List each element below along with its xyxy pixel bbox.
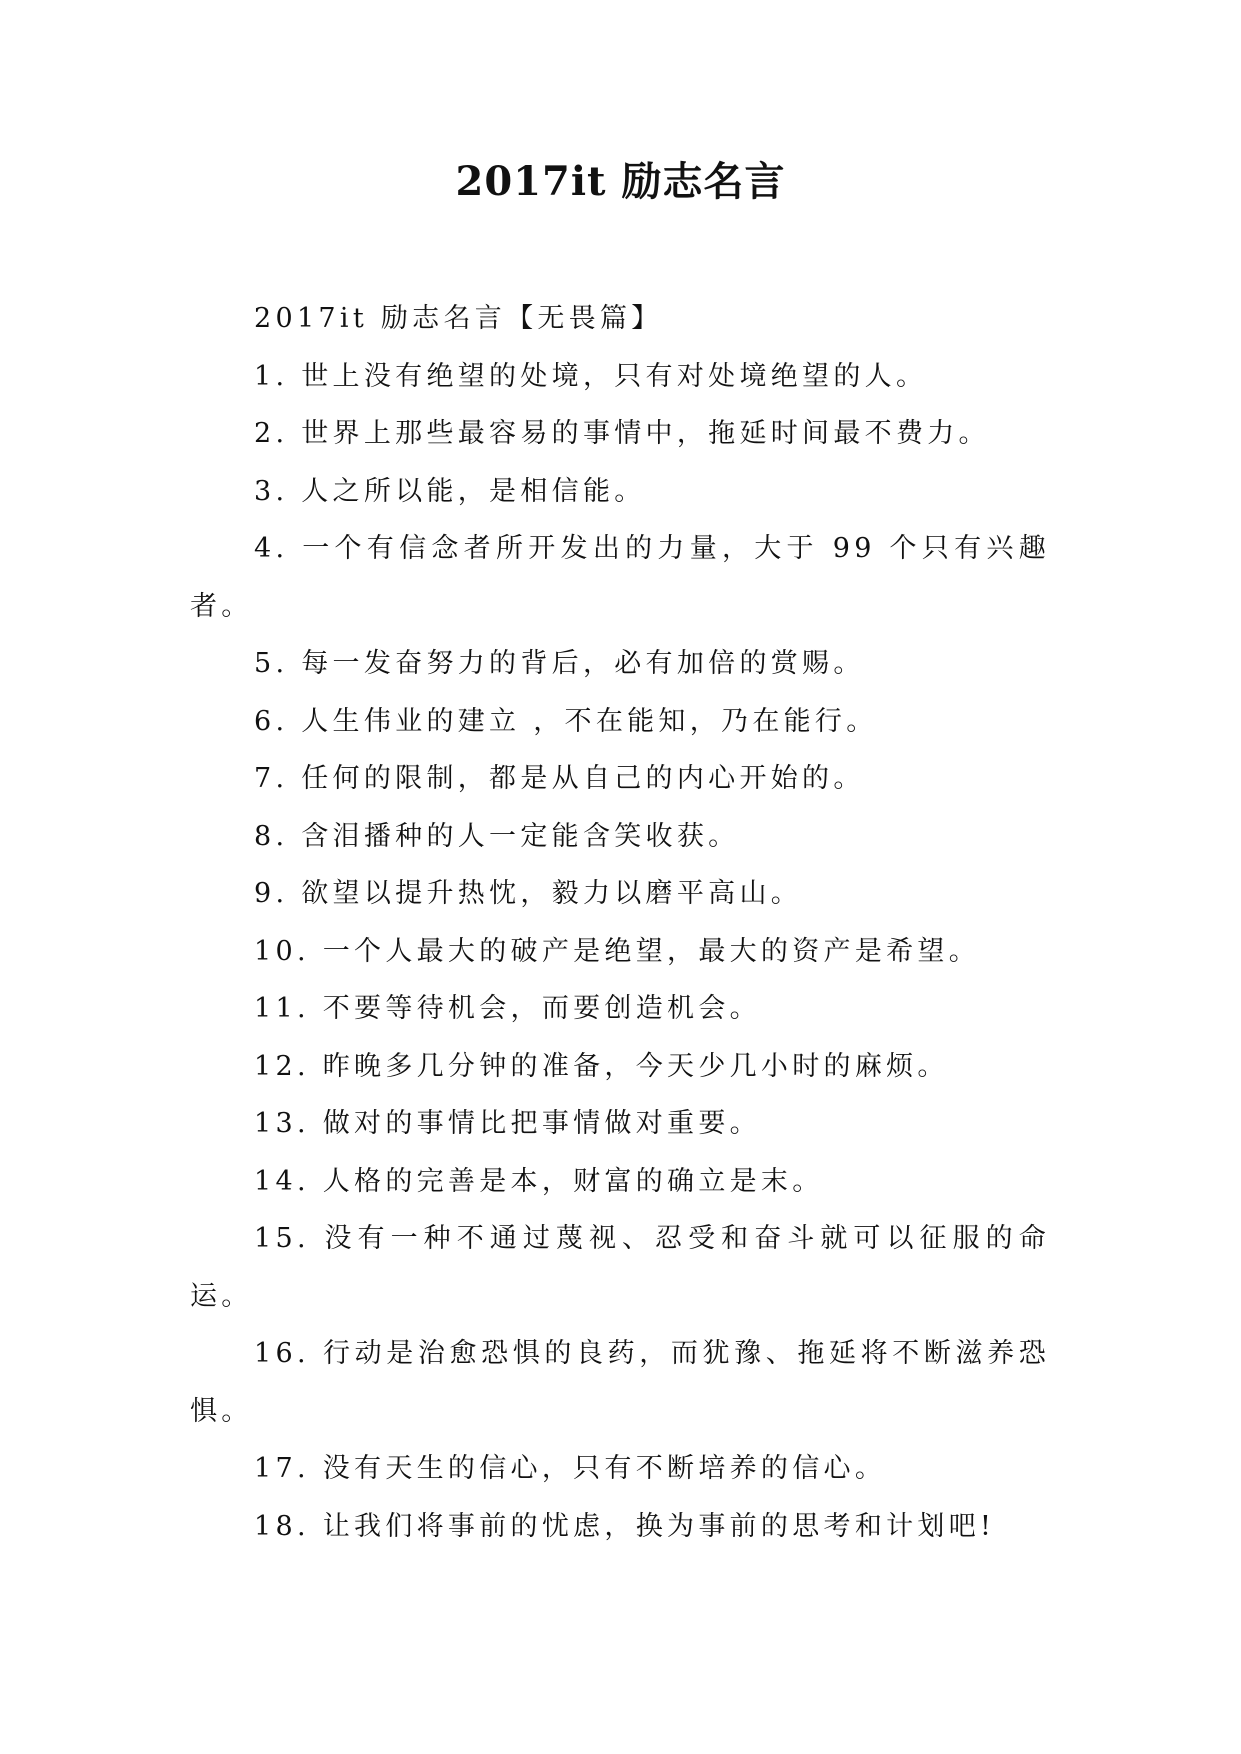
quote-item: 1. 世上没有绝望的处境，只有对处境绝望的人。 [254, 360, 928, 392]
quote-item: 4. 一个有信念者所开发出的力量，大于 99 个只有兴趣者。 [190, 533, 1050, 622]
quote-item: 6. 人生伟业的建立 ，不在能知，乃在能行。 [254, 705, 878, 737]
quote-item: 18. 让我们将事前的忧虑，换为事前的思考和计划吧! [254, 1510, 996, 1542]
quote-item: 15. 没有一种不通过蔑视、忍受和奋斗就可以征服的命运。 [190, 1223, 1050, 1312]
quote-item: 13. 做对的事情比把事情做对重要。 [254, 1108, 761, 1139]
section-heading: 2017it 励志名言【无畏篇】 [254, 303, 663, 334]
quote-item: 2. 世界上那些最容易的事情中，拖延时间最不费力。 [254, 418, 990, 449]
quote-item: 8. 含泪播种的人一定能含笑收获。 [254, 820, 740, 852]
quote-item: 3. 人之所以能，是相信能。 [254, 475, 646, 507]
quote-item: 12. 昨晚多几分钟的准备，今天少几小时的麻烦。 [254, 1050, 949, 1082]
document-title: 2017it 励志名言 [455, 158, 786, 205]
quote-item: 16. 行动是治愈恐惧的良药，而犹豫、拖延将不断滋养恐惧。 [190, 1338, 1050, 1427]
quote-item: 5. 每一发奋努力的背后，必有加倍的赏赐。 [254, 648, 865, 679]
quote-item: 11. 不要等待机会，而要创造机会。 [254, 993, 761, 1024]
quote-item: 17. 没有天生的信心，只有不断培养的信心。 [254, 1453, 887, 1484]
quote-item: 9. 欲望以提升热忱，毅力以磨平高山。 [254, 878, 803, 909]
document-body [190, 290, 1050, 1555]
quote-item: 14. 人格的完善是本，财富的确立是末。 [254, 1165, 824, 1197]
quote-item: 10. 一个人最大的破产是绝望，最大的资产是希望。 [254, 935, 981, 967]
quote-item: 7. 任何的限制，都是从自己的内心开始的。 [254, 763, 865, 794]
